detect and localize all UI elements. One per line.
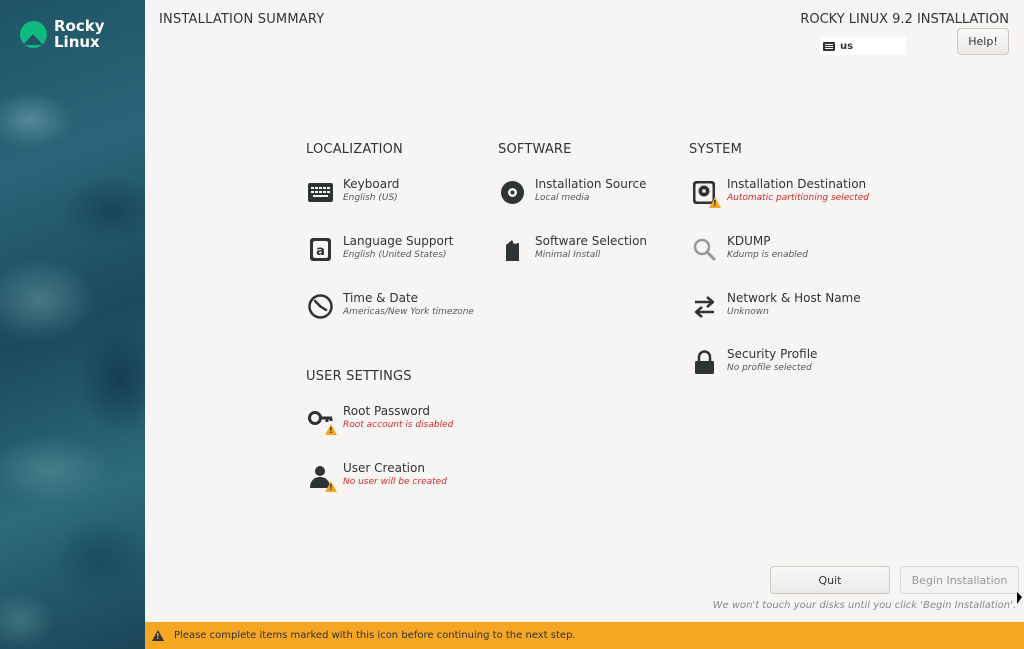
warning-icon bbox=[325, 481, 337, 492]
spoke-network-name: Network & Host Name bbox=[727, 291, 861, 305]
spoke-security-profile[interactable] bbox=[691, 347, 817, 376]
mouse-pointer-icon bbox=[1017, 592, 1022, 604]
spoke-source-status: Local media bbox=[535, 193, 590, 203]
keyboard-layout-label: us bbox=[840, 40, 854, 52]
spoke-installation-destination[interactable] bbox=[691, 177, 869, 206]
logo-line-1: Rocky bbox=[54, 17, 105, 35]
spoke-kdump-status: Kdump is enabled bbox=[727, 250, 808, 260]
spoke-root-status: Root account is disabled bbox=[343, 420, 454, 430]
quit-button[interactable]: Quit bbox=[770, 566, 890, 594]
spoke-network-host[interactable] bbox=[691, 291, 861, 320]
language-icon bbox=[307, 236, 334, 263]
network-arrows-icon bbox=[691, 293, 718, 320]
warning-icon bbox=[152, 630, 164, 641]
spoke-user-name: User Creation bbox=[343, 461, 425, 475]
begin-installation-hint: We won't touch your disks until you click 'Begin Installation'. bbox=[712, 600, 1016, 611]
user-icon bbox=[307, 463, 334, 490]
spoke-time-status: Americas/New York timezone bbox=[343, 307, 474, 317]
spoke-time-date[interactable] bbox=[307, 291, 474, 320]
keyboard-icon bbox=[307, 179, 334, 206]
magnifier-icon bbox=[691, 236, 718, 263]
warning-icon bbox=[709, 197, 721, 208]
keyboard-layout-indicator[interactable] bbox=[820, 37, 906, 55]
warning-icon bbox=[325, 424, 337, 435]
rocky-logo bbox=[20, 18, 105, 50]
spoke-network-status: Unknown bbox=[727, 307, 769, 317]
spoke-keyboard[interactable] bbox=[307, 177, 399, 206]
spoke-security-name: Security Profile bbox=[727, 347, 818, 361]
spoke-selection-name: Software Selection bbox=[535, 234, 648, 248]
spoke-kdump-name: KDUMP bbox=[727, 234, 771, 248]
spoke-language-status: English (United States) bbox=[343, 250, 447, 260]
sidebar bbox=[0, 0, 145, 649]
keyboard-icon bbox=[823, 42, 835, 51]
rocky-logo-icon bbox=[20, 21, 47, 48]
warning-bar bbox=[145, 622, 1024, 649]
section-title-localization: LOCALIZATION bbox=[306, 142, 403, 157]
clock-icon bbox=[307, 293, 334, 320]
spoke-language-name: Language Support bbox=[343, 234, 454, 248]
help-button[interactable]: Help! bbox=[957, 28, 1009, 55]
product-title: ROCKY LINUX 9.2 INSTALLATION bbox=[800, 12, 1009, 27]
svg-text:a: a bbox=[316, 244, 325, 259]
warning-bar-text: Please complete items marked with this icon before continuing to the next step. bbox=[174, 630, 576, 641]
spoke-language-support[interactable] bbox=[307, 234, 453, 263]
spoke-user-creation[interactable] bbox=[307, 461, 447, 490]
spoke-root-password[interactable] bbox=[307, 404, 453, 433]
package-icon bbox=[499, 236, 526, 263]
spoke-kdump[interactable] bbox=[691, 234, 808, 263]
spoke-destination-status: Automatic partitioning selected bbox=[727, 193, 869, 203]
spoke-security-status: No profile selected bbox=[727, 363, 812, 373]
spoke-keyboard-status: English (US) bbox=[343, 193, 398, 203]
spoke-software-selection[interactable] bbox=[499, 234, 647, 263]
spoke-keyboard-name: Keyboard bbox=[343, 177, 400, 191]
rocky-logo-text bbox=[54, 18, 105, 50]
logo-line-2: Linux bbox=[54, 33, 100, 51]
spoke-user-status: No user will be created bbox=[343, 477, 447, 487]
spoke-installation-source[interactable] bbox=[499, 177, 647, 206]
spoke-source-name: Installation Source bbox=[535, 177, 647, 191]
key-icon bbox=[307, 406, 334, 433]
spoke-selection-status: Minimal Install bbox=[535, 250, 601, 260]
spoke-destination-name: Installation Destination bbox=[727, 177, 867, 191]
section-title-software: SOFTWARE bbox=[498, 142, 572, 157]
begin-installation-button[interactable]: Begin Installation bbox=[900, 566, 1019, 594]
section-title-system: SYSTEM bbox=[689, 142, 743, 157]
page-title: INSTALLATION SUMMARY bbox=[159, 12, 325, 27]
disc-icon bbox=[499, 179, 526, 206]
section-title-user-settings: USER SETTINGS bbox=[306, 369, 412, 384]
spoke-time-name: Time & Date bbox=[343, 291, 419, 305]
lock-icon bbox=[691, 349, 718, 376]
hard-disk-icon bbox=[691, 179, 718, 206]
spoke-root-name: Root Password bbox=[343, 404, 431, 418]
